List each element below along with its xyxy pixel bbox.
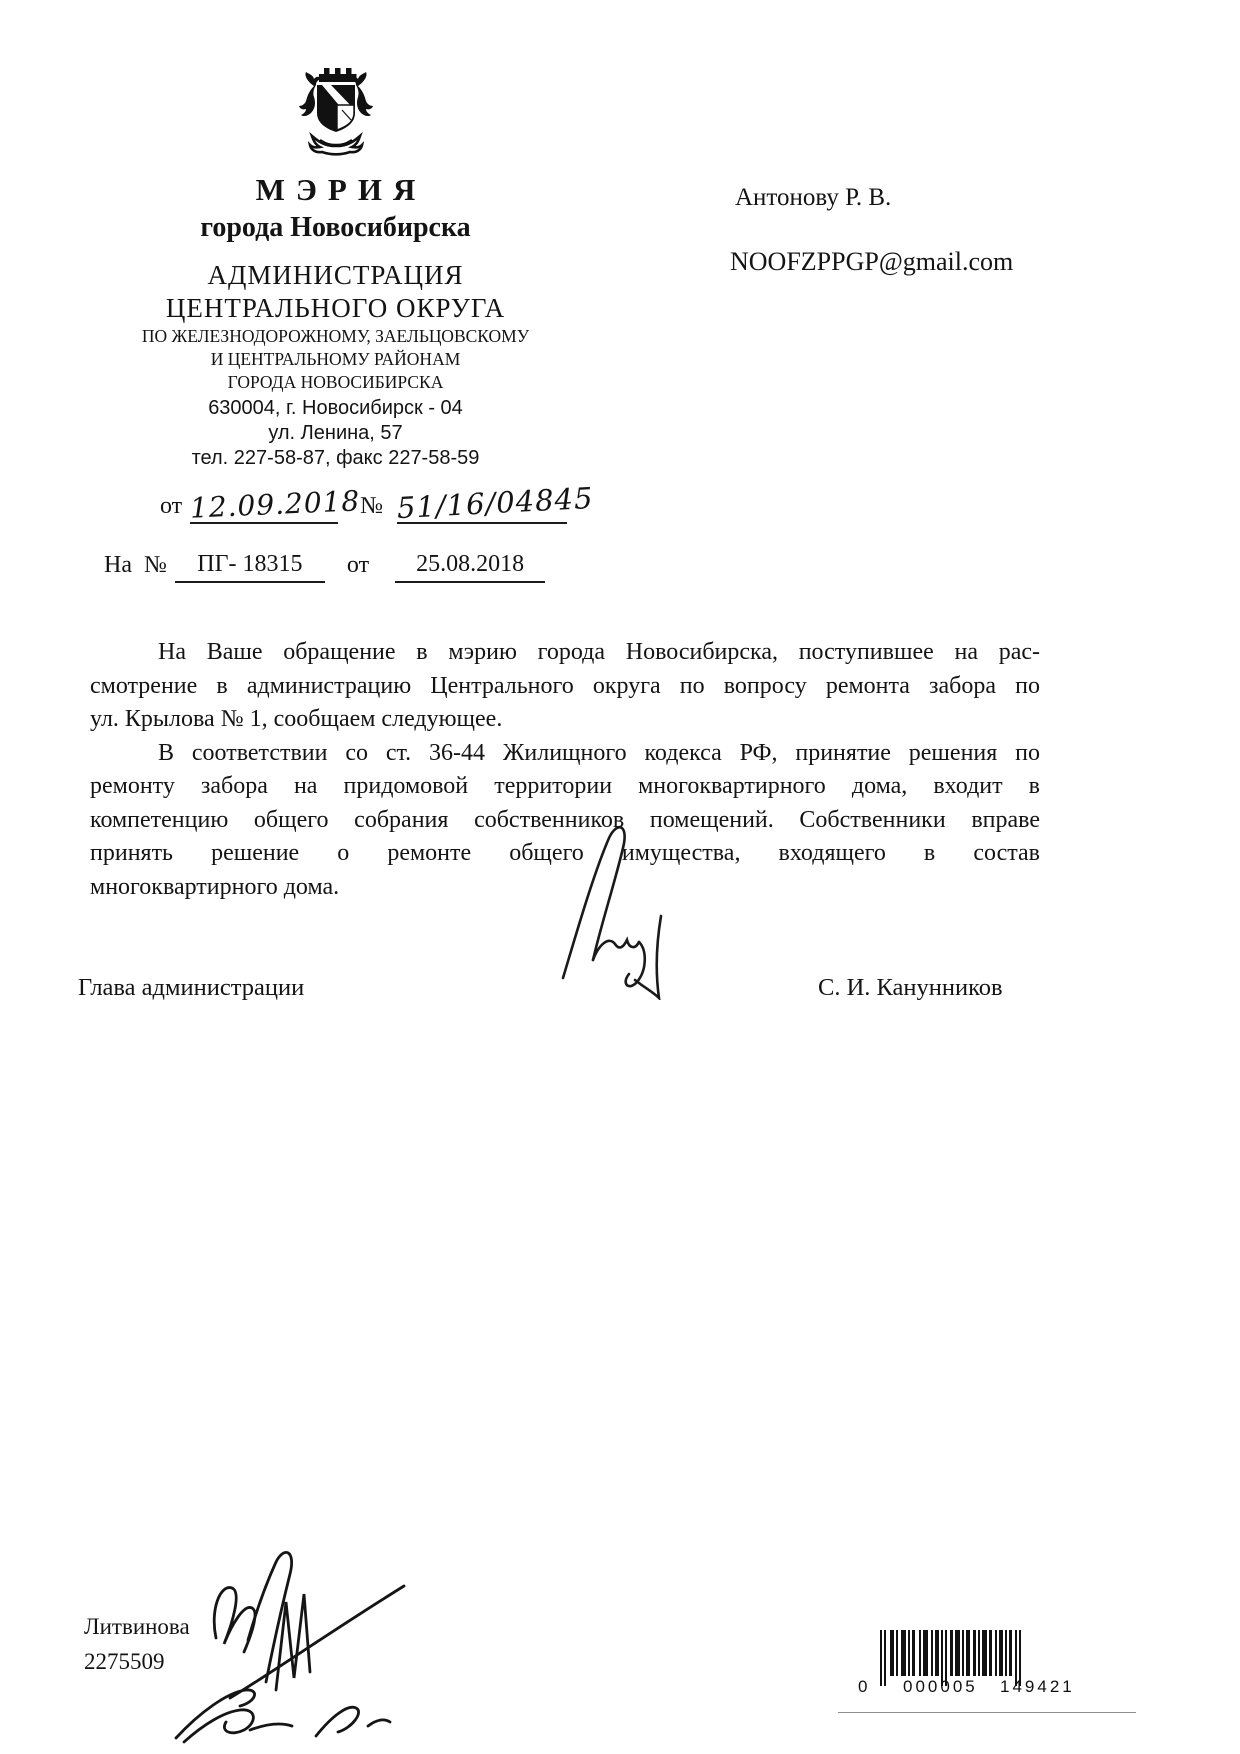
body-line: многоквартирного дома.: [90, 873, 340, 900]
number-label: №: [360, 493, 384, 519]
incoming-date-field: 25.08.2018: [395, 551, 545, 583]
reply-no-label: №: [143, 552, 167, 578]
outgoing-ref-line: [160, 480, 595, 530]
head-signature-stroke: [535, 820, 695, 1005]
incoming-ref-line: [104, 551, 545, 583]
dept-sub-line2: И ЦЕНТРАЛЬНОМУ РАЙОНАМ: [210, 349, 461, 369]
barcode-group2: 149421: [1000, 1677, 1075, 1696]
dept-sub-line3: ГОРОДА НОВОСИБИРСКА: [227, 372, 444, 392]
incoming-number-field: ПГ- 18315: [175, 551, 325, 583]
executor-signature-stroke: [80, 1540, 420, 1754]
address-line1: 630004, г. Новосибирск - 04: [208, 397, 463, 419]
org-name-line2: города Новосибирска: [200, 212, 471, 243]
body-line: На Ваше обращение в мэрию города Новосибирска, поступившее на рас-: [158, 639, 1040, 665]
barcode: [858, 1630, 1098, 1696]
body-line: ул. Крылова № 1, сообщаем следующее.: [90, 706, 503, 732]
outgoing-date-field: [189, 484, 362, 525]
body-line: В соответствии со ст. 36-44 Жилищного кодекса РФ, принятие решения по: [158, 739, 1040, 766]
body-line: смотрение в администрацию Центрального округа по вопросу ремонта забора по: [90, 672, 1040, 699]
barcode-digit-left: 0: [858, 1677, 871, 1696]
body-line: принять решение о ремонте общего имущества, входящего в состав: [90, 840, 1040, 866]
address-line2: ул. Ленина, 57: [268, 422, 403, 444]
dept-line1: АДМИНИСТРАЦИЯ: [207, 260, 464, 290]
scan-artifact-line: [838, 1712, 1136, 1713]
body-line: компетенцию общего собрания собственников помещений. Собственники вправе: [90, 806, 1040, 833]
executor-phone: 2275509: [84, 1649, 165, 1674]
reply-na-label: На: [104, 552, 132, 578]
outgoing-number-handwritten: 51/16/04845: [396, 480, 595, 526]
outgoing-number-field: [396, 480, 595, 526]
executor-name: Литвинова: [84, 1614, 190, 1639]
signer-title: Глава администрации: [78, 974, 305, 1001]
barcode-group1: 000005: [903, 1677, 978, 1696]
signer-name: С. И. Канунников: [818, 974, 1003, 1001]
body-line: ремонту забора на придомовой территории многоквартирного дома, входит в: [90, 773, 1040, 799]
dept-line2: ЦЕНТРАЛЬНОГО ОКРУГА: [165, 293, 506, 323]
reply-from-label: от: [346, 552, 370, 578]
recipient-name: Антонову Р. В.: [735, 184, 892, 211]
letterhead: [108, 60, 563, 470]
address-line3: тел. 227-58-87, факс 227-58-59: [191, 447, 480, 469]
recipient-email: NOOFZPPGP@gmail.com: [730, 247, 1014, 276]
org-name-line1: МЭРИЯ: [255, 172, 427, 207]
from-label: от: [160, 493, 183, 519]
dept-sub-line1: ПО ЖЕЛЕЗНОДОРОЖНОМУ, ЗАЕЛЬЦОВСКОМУ: [141, 326, 530, 346]
outgoing-date-handwritten: 12.09.2018: [189, 484, 362, 525]
novosibirsk-emblem-icon: [108, 60, 563, 164]
